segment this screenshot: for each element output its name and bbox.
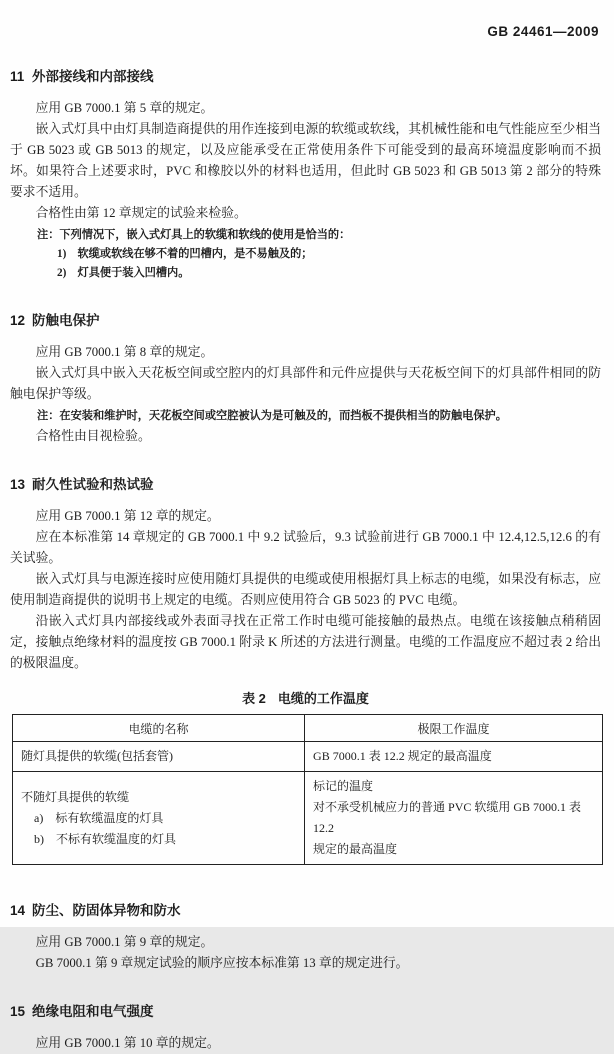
section-number: 11 (10, 69, 25, 84)
section-number: 12 (10, 313, 26, 328)
paragraph: 嵌入式灯具中嵌入天花板空间或空腔内的灯具部件和元件应提供与天花板空间下的灯具部件相同的防触电保护等级。 (10, 366, 601, 401)
note (37, 226, 601, 283)
section-title: 绝缘电阻和电气强度 (32, 1004, 154, 1019)
paragraph: 应在本标准第 14 章规定的 GB 7000.1 中 9.2 试验后，9.3 试验前进行 GB 7000.1 中 12.4,12.5,12.6 的有关试验。 (10, 530, 601, 565)
section-number: 15 (10, 1004, 26, 1019)
table-row (13, 742, 603, 772)
note (37, 407, 601, 426)
section-number: 13 (10, 477, 26, 492)
section-number: 14 (10, 903, 26, 918)
paragraph: 嵌入式灯具与电源连接时应使用随灯具提供的电缆或使用根据灯具上标志的电缆，如果没有标志，应使用制造商提供的说明书上规定的电缆。否则应使用符合 GB 5023 的 PVC 电缆。 (10, 572, 601, 607)
table-2 (12, 714, 603, 865)
table-cell (13, 742, 305, 772)
table-cell (305, 742, 603, 772)
note-item: 1) 软缆或软线在够不着的凹槽内，是不易触及的； (57, 248, 313, 260)
paragraph: 沿嵌入式灯具内部接线或外表面寻找在正常工作时电缆可能接触的最热点。电缆在该接触点稍稍固定，接触点绝缘材料的温度按 GB 7000.1 附录 K 所述的方法进行测量。电缆的工作温度应不超过表 2 给出的极限温度。 (10, 614, 601, 670)
cell-line: GB 7000.1 表 12.2 规定的最高温度 (313, 749, 492, 763)
paragraph: 嵌入式灯具中由灯具制造商提供的用作连接到电源的软缆或软线，其机械性能和电气性能应至少相当于 GB 5023 或 GB 5013 的规定，以及应能承受在正常使用条件下可能受到的最高环境温度影响而不损坏。如果符合上述要求时，PVC 和橡胶以外的材料也适用，但此时 GB 5023 和 GB 5013 第 2 部分的特殊要求不适用。 (10, 122, 601, 199)
paragraph: 应用 GB 7000.1 第 5 章的规定。 (35, 101, 214, 115)
paragraph: GB 7000.1 第 9 章规定试验的顺序应按本标准第 13 章的规定进行。 (35, 956, 409, 970)
section-12-heading (10, 309, 601, 329)
paragraph: 合格性由目视检验。 (35, 429, 151, 443)
table-cell (305, 772, 603, 865)
cell-line: a) 标有软缆温度的灯具 (34, 810, 164, 825)
note-lead: 注：在安装和维护时，天花板空间或空腔被认为是可触及的，而挡板不提供相当的防触电保护。 (37, 410, 507, 422)
paragraph: 应用 GB 7000.1 第 8 章的规定。 (35, 345, 214, 359)
section-15-heading (10, 1000, 601, 1020)
note-item: 2) 灯具便于装入凹槽内。 (57, 267, 190, 279)
cell-line: 标记的温度 (313, 779, 374, 793)
paragraph: 应用 GB 7000.1 第 12 章的规定。 (35, 509, 220, 523)
cell-line: 对不承受机械应力的普通 PVC 软缆用 GB 7000.1 表 12.2 (313, 800, 582, 835)
cell-line: 随灯具提供的软缆(包括套管) (21, 749, 173, 763)
cell-line: 不随灯具提供的软缆 (21, 789, 130, 804)
table-2-caption (10, 688, 601, 707)
table-header-cell: 极限工作温度 (305, 715, 603, 742)
table-row (13, 772, 603, 865)
section-title: 耐久性试验和热试验 (32, 477, 154, 492)
paragraph: 应用 GB 7000.1 第 9 章的规定。 (35, 935, 214, 949)
table-caption-title: 电缆的工作温度 (277, 691, 369, 706)
note-lead: 注：下列情况下，嵌入式灯具上的软缆和软线的使用是恰当的： (37, 229, 351, 241)
table-header-row (13, 715, 603, 742)
section-title: 防尘、防固体异物和防水 (32, 903, 181, 918)
cell-line: b) 不标有软缆温度的灯具 (34, 831, 176, 846)
table-header-cell: 电缆的名称 (13, 715, 305, 742)
section-14-heading (10, 899, 601, 919)
standard-number: GB 24461—2009 (487, 24, 599, 39)
cell-line: 规定的最高温度 (313, 842, 398, 856)
paragraph: 应用 GB 7000.1 第 10 章的规定。 (35, 1036, 220, 1050)
paragraph: 合格性由第 12 章规定的试验来检验。 (35, 206, 247, 220)
section-13-heading (10, 473, 601, 493)
table-cell (13, 772, 305, 865)
section-title: 防触电保护 (32, 313, 100, 328)
table-caption-label: 表 2 (242, 691, 266, 706)
section-11-heading (10, 65, 601, 85)
section-title: 外部接线和内部接线 (32, 69, 154, 84)
